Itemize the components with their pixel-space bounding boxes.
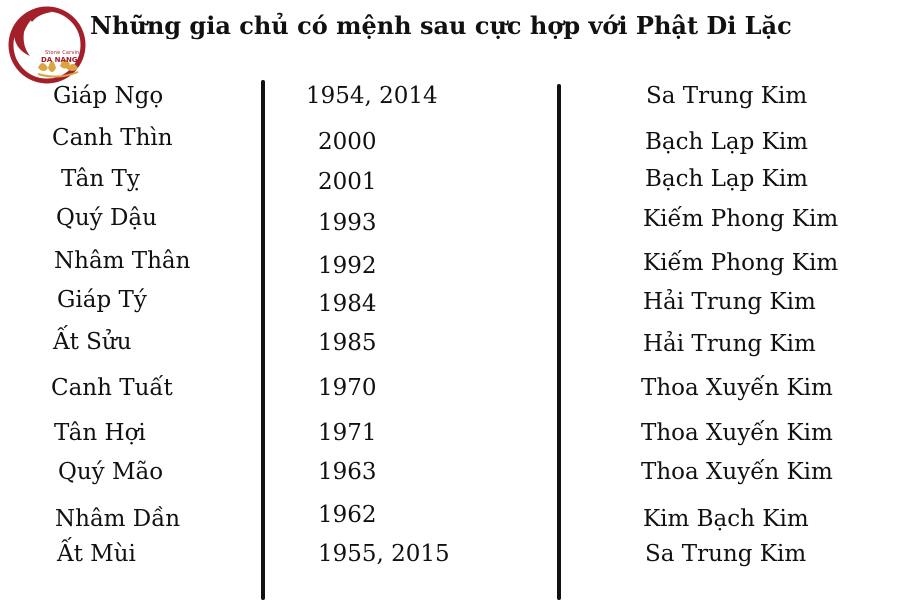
table-cell-name: Nhâm Dần xyxy=(55,506,181,532)
table-cell-year: 1984 xyxy=(318,291,377,317)
table-cell-element: Kiếm Phong Kim xyxy=(643,206,839,232)
lotus-logo-icon xyxy=(8,6,86,84)
table-cell-name: Quý Dậu xyxy=(56,205,157,231)
table-cell-year: 1992 xyxy=(318,253,377,279)
table-cell-name: Tân Hợi xyxy=(54,420,146,446)
table-cell-year: 1955, 2015 xyxy=(318,541,450,567)
table-cell-element: Bạch Lạp Kim xyxy=(645,129,808,155)
table-cell-year: 2000 xyxy=(318,129,377,155)
table-cell-element: Thoa Xuyến Kim xyxy=(641,420,833,446)
table-cell-element: Sa Trung Kim xyxy=(645,541,807,567)
table-cell-element: Kiếm Phong Kim xyxy=(643,250,839,276)
table-cell-year: 2001 xyxy=(318,169,377,195)
table-cell-year: 1970 xyxy=(318,375,377,401)
table-cell-name: Quý Mão xyxy=(58,459,164,485)
table-cell-year: 1971 xyxy=(318,420,377,446)
table-cell-element: Sa Trung Kim xyxy=(646,83,808,109)
table-cell-name: Canh Thìn xyxy=(52,125,173,151)
table-cell-element: Thoa Xuyến Kim xyxy=(641,459,833,485)
table-cell-name: Nhâm Thân xyxy=(54,248,191,274)
table-cell-year: 1954, 2014 xyxy=(306,83,438,109)
table-cell-name: Tân Tỵ xyxy=(61,166,140,192)
table-cell-element: Hải Trung Kim xyxy=(643,289,816,315)
table-cell-name: Giáp Ngọ xyxy=(53,83,164,109)
brand-logo xyxy=(8,6,86,84)
table-cell-name: Canh Tuất xyxy=(51,375,173,401)
table-cell-element: Hải Trung Kim xyxy=(643,331,816,357)
table-cell-name: Ất Mùi xyxy=(57,541,136,567)
table-cell-element: Kim Bạch Kim xyxy=(643,506,809,532)
logo-big-text: DA NANG xyxy=(41,56,78,64)
table-cell-year: 1963 xyxy=(318,459,377,485)
table-cell-name: Giáp Tý xyxy=(57,287,147,313)
table-cell-element: Bạch Lạp Kim xyxy=(645,166,808,192)
page-title: Những gia chủ có mệnh sau cực hợp với Phật Di Lặc xyxy=(90,11,792,40)
logo-small-text: Stone Carving xyxy=(45,50,83,56)
table-cell-name: Ất Sửu xyxy=(53,329,132,355)
column-divider-left xyxy=(261,80,265,600)
table-cell-year: 1962 xyxy=(318,502,377,528)
table-cell-year: 1985 xyxy=(318,330,377,356)
table-cell-year: 1993 xyxy=(318,210,377,236)
table-cell-element: Thoa Xuyến Kim xyxy=(641,375,833,401)
column-divider-right xyxy=(557,84,561,600)
